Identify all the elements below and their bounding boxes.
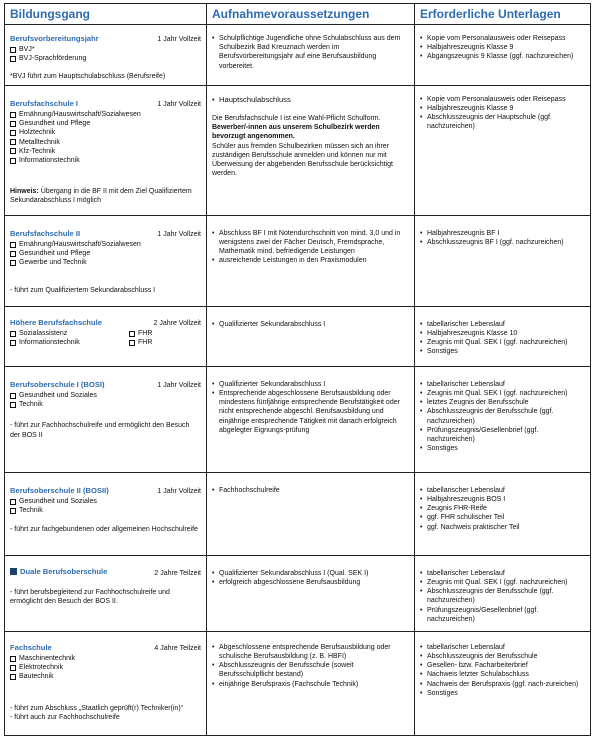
program-title: Berufsoberschule II (BOSII) (10, 485, 109, 495)
requirements-cell: • Qualifizierter Sekundarabschluss I (Qual. SEK I) • erfolgreich abgeschlossene Berufsausbildung (207, 555, 415, 631)
program-note: - führt zum Qualifiziertem Sekundarabschluss I (10, 286, 156, 294)
program-note: - führt zur Fachhochschulreife und ermöglicht den Besuch der BOS II (10, 422, 190, 439)
checkbox-icon (10, 331, 16, 337)
program-title: Berufsfachschule I (10, 98, 78, 108)
documents-cell: • tabellarischer Lebenslauf • Zeugnis mit Qual. SEK I (ggf. nachzureichen) • Abschlusszeugnis der Berufsschule (ggf. nachzureichen) • Prüfungszeugnis/Gesellenbrief (ggf. nachzureichen) (415, 555, 591, 631)
checkbox-checked-icon[interactable] (10, 568, 17, 575)
program-duration: 1 Jahr Vollzeit (157, 381, 201, 389)
program-cell (5, 25, 207, 86)
program-title: Duale Berufsoberschule (20, 566, 108, 576)
checkbox-icon (10, 340, 16, 346)
checkbox-icon (129, 331, 135, 337)
table-header-row (5, 4, 591, 25)
program-cell (5, 366, 207, 472)
option-checkbox[interactable]: Gesundheit und Soziales (10, 391, 201, 400)
program-duration: 1 Jahr Vollzeit (157, 36, 201, 43)
requirements-cell: • Fachhochschulreife (207, 472, 415, 555)
option-checkbox[interactable]: Holztechnik (10, 128, 201, 137)
program-duration: 2 Jahre Teilzeit (154, 569, 201, 577)
table-row (5, 306, 591, 366)
program-cell (5, 215, 207, 306)
option-checkbox[interactable]: Ernährung/Hauswirtschaft/Sozialwesen (10, 110, 201, 119)
checkbox-icon (10, 402, 16, 408)
program-title: Berufsvorbereitungsjahr (10, 34, 99, 43)
education-table (4, 3, 591, 736)
option-checkbox[interactable]: Ernährung/Hauswirtschaft/Sozialwesen (10, 240, 201, 249)
requirements-cell: • Qualifizierter Sekundarabschluss I (207, 306, 415, 366)
program-duration: 1 Jahr Vollzeit (157, 487, 201, 495)
checkbox-icon (10, 508, 16, 514)
table-row (5, 631, 591, 735)
program-duration: 4 Jahre Teilzeit (154, 644, 201, 652)
option-checkbox[interactable]: Sozialassistenz (10, 329, 129, 338)
option-checkbox[interactable]: BVJ* (10, 45, 201, 54)
option-checkbox[interactable]: Gesundheit und Pflege (10, 249, 201, 258)
program-note: - führt zur fachgebundenen oder allgemeinen Hochschulreife (10, 526, 198, 534)
program-title: Fachschule (10, 642, 52, 652)
option-checkbox[interactable]: BVJ-Sprachförderung (10, 54, 201, 63)
checkbox-icon (10, 112, 16, 118)
requirements-cell: • Abschluss BF I mit Notendurchschnitt von mind. 3,0 und in wenigstens zwei der Fächer Deutsch, Fremdsprache, Mathematik mind. befriedigende Leistungen • ausreichende Leistungen in den Praxismodulen (207, 215, 415, 306)
program-cell (5, 306, 207, 366)
program-duration: 2 Jahre Vollzeit (153, 319, 201, 327)
option-checkbox[interactable]: Gesundheit und Pflege (10, 119, 201, 128)
requirements-cell: • Abgeschlossene entsprechende Berufsausbildung oder schulische Berufsausbildung (z. B. HBFI) • Abschlusszeugnis der Berufsschule (soweit Berufsschulpflicht bestand) • einjährige Berufspraxis (Fachschule Technik) (207, 631, 415, 735)
checkbox-icon (10, 393, 16, 399)
option-checkbox[interactable]: Informationstechnik (10, 338, 129, 347)
option-checkbox[interactable]: Elektrotechnik (10, 663, 201, 672)
option-checkbox[interactable]: Technik (10, 506, 201, 515)
option-checkbox[interactable]: Informationstechnik (10, 156, 201, 165)
program-note: - führt zum Abschluss „Staatlich geprüft(r) Techniker(in)“ (10, 704, 183, 712)
program-cell (5, 631, 207, 735)
program-cell (5, 555, 207, 631)
checkbox-icon (10, 260, 16, 266)
table-row (5, 472, 591, 555)
table-row (5, 366, 591, 472)
option-checkbox[interactable]: Bautechnik (10, 672, 201, 681)
option-checkbox[interactable]: Gewerbe und Technik (10, 258, 201, 267)
option-checkbox[interactable]: Maschinentechnik (10, 654, 201, 663)
program-cell (5, 472, 207, 555)
program-note: - führt berufsbegleitend zur Fachhochschulreife und ermöglicht den Besuch der BOS II. (10, 589, 170, 606)
requirements-cell: • Schulpflichtige Jugendliche ohne Schulabschluss aus dem Schulbezirk Bad Kreuznach werden im Berufsvorbereitungsjahr auf eine Berufsausbildung vorbereitet. (207, 25, 415, 86)
checkbox-icon (129, 340, 135, 346)
program-title: Höhere Berufsfachschule (10, 317, 102, 327)
documents-cell: • tabellarischer Lebenslauf • Halbjahreszeugnis BOS I • Zeugnis FHR-Reife • ggf. FHR schulischer Teil • ggf. Nachweis praktischer Teil (415, 472, 591, 555)
checkbox-icon (10, 674, 16, 680)
option-checkbox[interactable]: Gesundheit und Soziales (10, 497, 201, 506)
option-checkbox[interactable]: Metalltechnik (10, 138, 201, 147)
checkbox-icon (10, 56, 16, 62)
program-duration: 1 Jahr Vollzeit (157, 100, 201, 108)
program-note: *BVJ führt zum Hauptschulabschluss (Berufsreife) (10, 72, 166, 80)
program-hint: Hinweis: Übergang in die BF II mit dem Ziel Qualifiziertem Sekundarabschluss I möglich (10, 188, 192, 205)
checkbox-icon (10, 121, 16, 127)
documents-cell: • tabellarischer Lebenslauf • Abschlusszeugnis der Berufsschule • Gesellen- bzw. Facharbeiterbrief • Nachweis letzter Schulabschluss • Nachweis der Berufspraxis (ggf. nach-zureichen) • Sonstiges (415, 631, 591, 735)
header-unterlagen: Erforderliche Unterlagen (415, 4, 591, 25)
checkbox-icon (10, 139, 16, 145)
option-checkbox[interactable]: FHR (129, 329, 201, 338)
table-row (5, 555, 591, 631)
table-row (5, 215, 591, 306)
checkbox-icon (10, 251, 16, 257)
documents-cell: • Kopie vom Personalausweis oder Reisepass • Halbjahreszeugnis Klasse 9 • Abgangszeugnis 9 Klasse (ggf. nachzureichen) (415, 25, 591, 86)
documents-cell: • Kopie vom Personalausweis oder Reisepass • Halbjahreszeugnis Klasse 9 • Abschlusszeugnis der Hauptschule (ggf. nachzureichen) (415, 85, 591, 215)
documents-cell: • Halbjahreszeugnis BF I • Abschlusszeugnis BF I (ggf. nachzureichen) (415, 215, 591, 306)
table-row (5, 25, 591, 86)
requirements-cell: • Hauptschulabschluss Die Berufsfachschule I ist eine Wahl-Pflicht Schulform. Bewerber/-innen aus unserem Schulbezirk werden bevorzugt angenommen. Schüler aus fremden Schulbezirken müssen sich an ihrer zuständigen Berufsschule anmelden und können nur mit Überweisung der abgebenden Berufsschule berücksichtigt werden. (207, 85, 415, 215)
checkbox-icon (10, 158, 16, 164)
checkbox-icon (10, 130, 16, 136)
checkbox-icon (10, 665, 16, 671)
checkbox-icon (10, 47, 16, 53)
program-note: - führt auch zur Fachhochschulreife (10, 713, 120, 721)
header-bildungsgang: Bildungsgang (5, 4, 207, 25)
header-aufnahmevoraussetzungen: Aufnahmevoraussetzungen (207, 4, 415, 25)
option-checkbox[interactable]: Kfz-Technik (10, 147, 201, 156)
requirements-cell: • Qualifizierter Sekundarabschluss I • Entsprechende abgeschlossene Berufsausbildung oder mindestens fünfjährige entsprechende Berufstätigkeit oder nicht entsprechende abgeschl. Berufsausbildung und einjährige entsprechende Tätigkeit mit danach erfolgreich abgelegter Eignungs-prüfung (207, 366, 415, 472)
documents-cell: • tabellarischer Lebenslauf • Halbjahreszeugnis Klasse 10 • Zeugnis mit Qual. SEK I (ggf. nachzureichen) • Sonstiges (415, 306, 591, 366)
program-title: Berufsoberschule I (BOSI) (10, 379, 105, 389)
enrollment-table-document (4, 3, 590, 736)
table-row (5, 85, 591, 215)
program-title: Berufsfachschule II (10, 228, 81, 238)
documents-cell: • tabellarischer Lebenslauf • Zeugnis mit Qual. SEK I (ggf. nachzureichen) • letztes Zeugnis der Berufsschule • Abschlusszeugnis der Berufsschule (ggf. nachzureichen) • Prüfungszeugnis/Gesellenbrief (ggf. nachzureichen) • Sonstiges (415, 366, 591, 472)
option-checkbox[interactable]: Technik (10, 400, 201, 409)
checkbox-icon (10, 656, 16, 662)
program-cell (5, 85, 207, 215)
checkbox-icon (10, 499, 16, 505)
checkbox-icon (10, 242, 16, 248)
option-checkbox[interactable]: FHR (129, 338, 201, 347)
checkbox-icon (10, 148, 16, 154)
program-duration: 1 Jahr Vollzeit (157, 230, 201, 238)
